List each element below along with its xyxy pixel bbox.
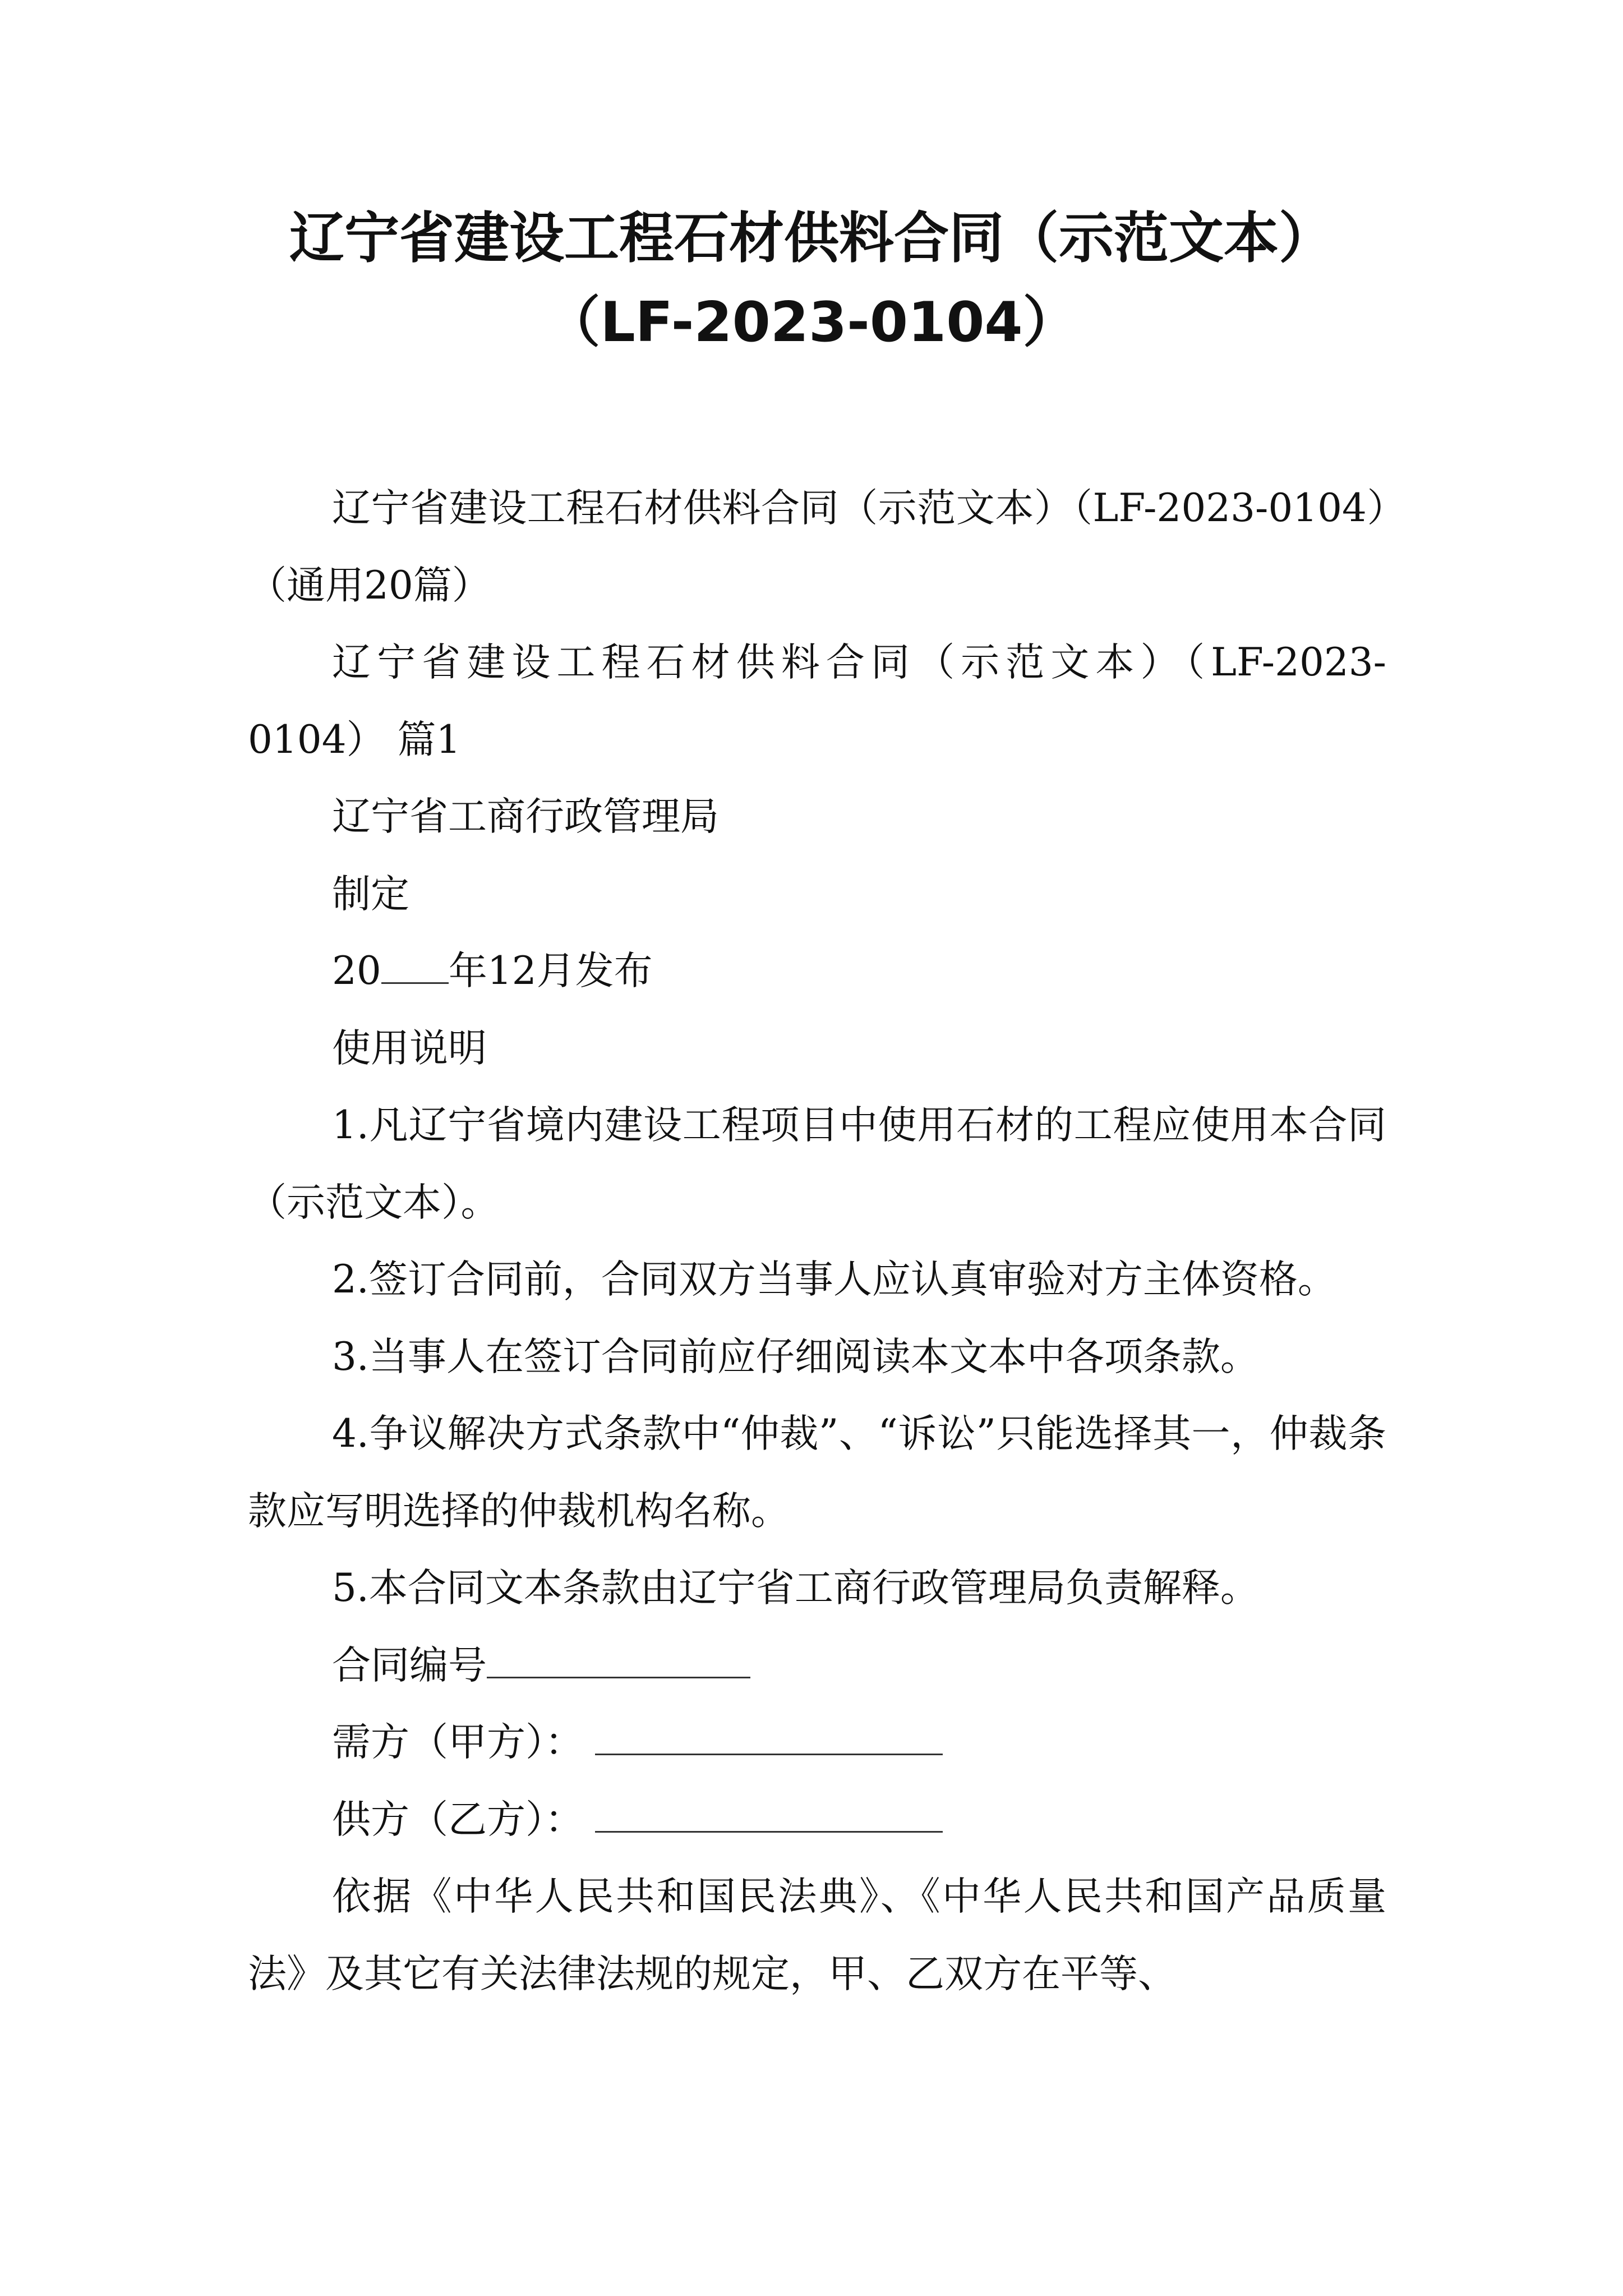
supplier-blank	[595, 1792, 943, 1833]
paragraph-contract-no	[248, 1627, 1386, 1705]
paragraph-note-1: 1.凡辽宁省境内建设工程项目中使用石材的工程应使用本合同（示范文本）。	[248, 1103, 1386, 1225]
paragraph-buyer	[248, 1704, 1386, 1782]
buyer-blank	[595, 1714, 943, 1755]
paragraph-supplier	[248, 1782, 1386, 1859]
paragraph-issuer: 辽宁省工商行政管理局	[332, 794, 719, 839]
paragraph-note-2: 2.签订合同前，合同双方当事人应认真审验对方主体资格。	[332, 1257, 1336, 1302]
paragraph-note-5: 5.本合同文本条款由辽宁省工商行政管理局负责解释。	[332, 1566, 1259, 1611]
paragraph-usage-heading: 使用说明	[332, 1025, 487, 1071]
supplier-label: 供方（乙方）：	[332, 1797, 584, 1842]
document-title-line1: 辽宁省建设工程石材供料合同（示范文本）	[289, 206, 1334, 270]
paragraph-basis: 依据《中华人民共和国民法典》、《中华人民共和国产品质量法》及其它有关法律法规的规定，甲、乙双方在平等、	[248, 1874, 1386, 1996]
paragraph-made: 制定	[332, 871, 409, 917]
paragraph-collection-title: 辽宁省建设工程石材供料合同（示范文本）（LF-2023-0104）（通用20篇）	[248, 486, 1386, 608]
document-title-line2: （LF-2023-0104）	[545, 291, 1078, 355]
buyer-label: 需方（甲方）：	[332, 1720, 584, 1765]
date-blank	[381, 943, 449, 984]
contract-no-blank	[487, 1637, 750, 1678]
paragraph-release-date	[248, 933, 1386, 1010]
paragraph-note-4: 4.争议解决方式条款中“仲裁”、“诉讼”只能选择其一，仲裁条款应写明选择的仲裁机构名称。	[248, 1411, 1386, 1534]
contract-no-label: 合同编号	[332, 1642, 487, 1688]
date-prefix: 20	[332, 949, 381, 993]
date-suffix: 年12月发布	[448, 949, 653, 993]
paragraph-part-title: 辽宁省建设工程石材供料合同（示范文本）（LF-2023-0104） 篇1	[248, 640, 1386, 762]
document-body	[248, 470, 1386, 2013]
paragraph-note-3: 3.当事人在签订合同前应仔细阅读本文本中各项条款。	[332, 1334, 1259, 1379]
